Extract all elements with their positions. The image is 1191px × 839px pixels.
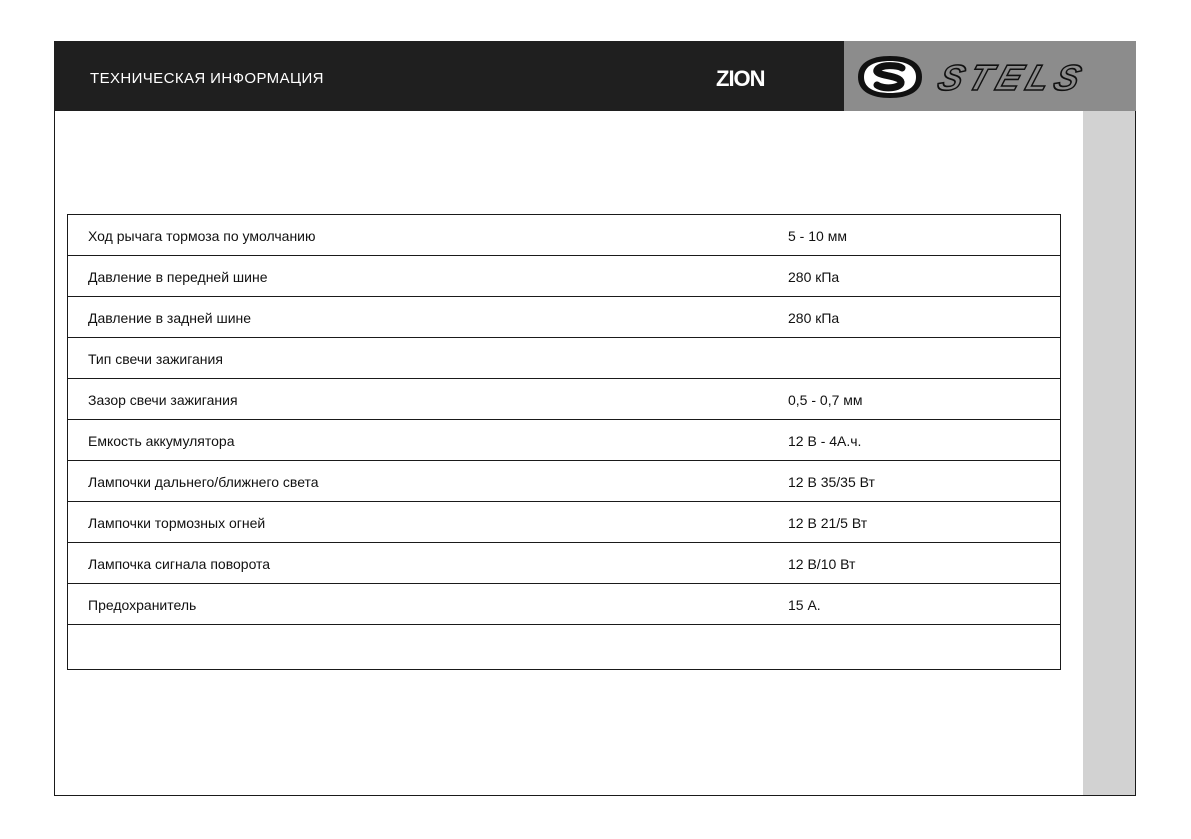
spec-label: Давление в задней шине <box>88 310 252 326</box>
spec-value: 280 кПа <box>788 310 840 326</box>
spec-value: 0,5 - 0,7 мм <box>788 392 863 408</box>
spec-label: Зазор свечи зажигания <box>88 392 238 408</box>
table-row <box>68 420 1060 461</box>
s-badge-icon <box>858 56 922 98</box>
table-row <box>68 215 1060 256</box>
spec-label: Тип свечи зажигания <box>88 351 223 367</box>
spec-label: Лампочка сигнала поворота <box>88 556 271 572</box>
spec-label: Емкость аккумулятора <box>88 433 235 449</box>
table-row <box>68 379 1060 420</box>
stels-logo <box>850 52 1130 102</box>
spec-label: Лампочки дальнего/ближнего света <box>88 474 319 490</box>
spec-value: 5 - 10 мм <box>788 228 847 244</box>
model-name: ZION <box>716 66 765 91</box>
table-row <box>68 338 1060 379</box>
spec-value: 280 кПа <box>788 269 840 285</box>
spec-label: Давление в передней шине <box>88 269 268 285</box>
table-row <box>68 256 1060 297</box>
table-row <box>68 297 1060 338</box>
spec-label: Ход рычага тормоза по умолчанию <box>88 228 316 244</box>
table-row <box>68 502 1060 543</box>
spec-table <box>67 214 1061 670</box>
page-title: ТЕХНИЧЕСКАЯ ИНФОРМАЦИЯ <box>90 70 324 87</box>
table-row <box>68 584 1060 625</box>
svg-text:STELS: STELS <box>933 57 1093 98</box>
spec-label: Лампочки тормозных огней <box>88 515 266 531</box>
table-row <box>68 461 1060 502</box>
table-row <box>68 543 1060 584</box>
spec-value: 12 В 21/5 Вт <box>788 515 868 531</box>
spec-value: 12 В - 4А.ч. <box>788 433 862 449</box>
side-strip <box>1083 111 1135 795</box>
spec-value: 12 В 35/35 Вт <box>788 474 875 490</box>
spec-value: 12 В/10 Вт <box>788 556 856 572</box>
table-row <box>68 625 1060 666</box>
spec-label: Предохранитель <box>88 597 197 613</box>
spec-value: 15 А. <box>788 597 821 613</box>
